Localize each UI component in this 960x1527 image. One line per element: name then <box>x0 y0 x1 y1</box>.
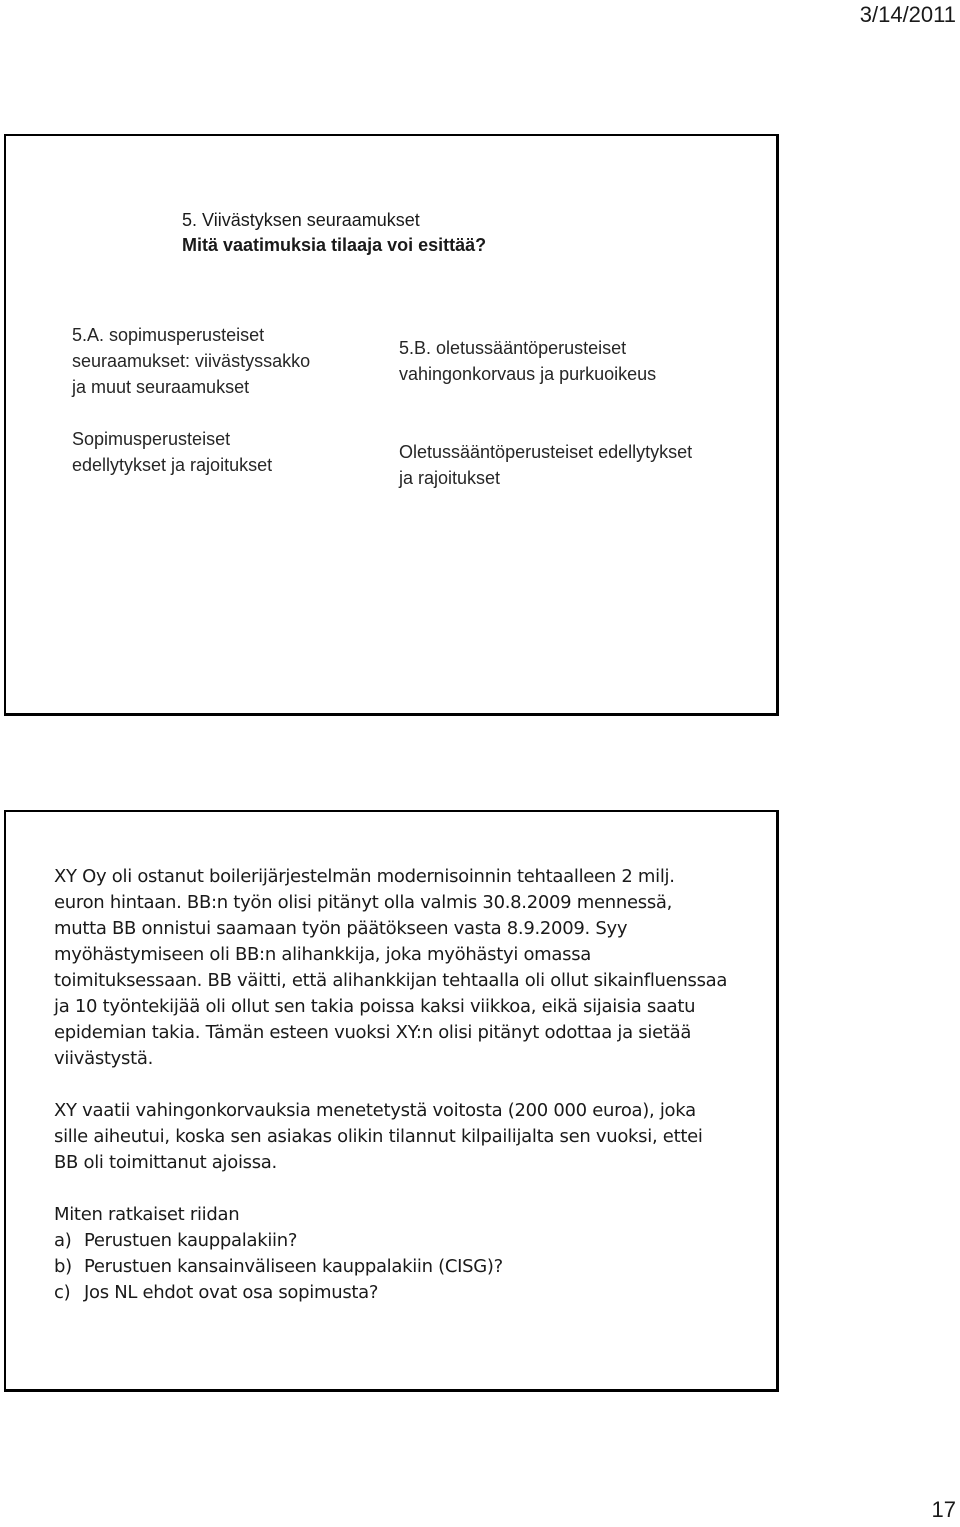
slide-subtitle: Mitä vaatimuksia tilaaja voi esittää? <box>182 235 487 255</box>
list-item-text: Perustuen kauppalakiin? <box>84 1230 298 1251</box>
right-heading: 5.B. oletussääntöperusteiset vahingonkorvaus ja purkuoikeus <box>399 338 657 384</box>
left-column <box>72 322 352 478</box>
list-item <box>54 1254 744 1280</box>
print-date: 3/14/2011 <box>859 2 956 27</box>
list-item <box>54 1228 744 1254</box>
case-paragraph-claim: XY vaatii vahingonkorvauksia menetetystä voitosta (200 000 euroa), joka sille aiheutui, koska sen asiakas olikin tilannut kilpailijalta sen vuoksi, ettei BB oli toimittanut ajoissa. <box>54 1100 703 1173</box>
right-subtext: Oletussääntöperusteiset edellytykset ja rajoitukset <box>399 442 693 488</box>
list-marker: a) <box>54 1230 72 1251</box>
left-subtext: Sopimusperusteiset edellytykset ja rajoitukset <box>72 429 273 475</box>
case-text <box>54 864 744 1306</box>
slide-1 <box>4 134 779 716</box>
list-item-text: Perustuen kansainväliseen kauppalakiin (CISG)? <box>84 1256 503 1277</box>
list-marker: c) <box>54 1282 71 1303</box>
list-marker: b) <box>54 1256 72 1277</box>
list-item-text: Jos NL ehdot ovat osa sopimusta? <box>84 1282 379 1303</box>
slide-title <box>182 208 486 258</box>
right-column <box>399 335 769 491</box>
slide-title-line1: 5. Viivästyksen seuraamukset <box>182 210 420 230</box>
question-intro: Miten ratkaiset riidan <box>54 1204 240 1225</box>
page-number: 17 <box>931 1497 956 1522</box>
case-paragraph-facts: XY Oy oli ostanut boilerijärjestelmän modernisoinnin tehtaalleen 2 milj. euron hintaan. BB:n työn olisi pitänyt olla valmis 30.8.2009 mennessä, mutta BB onnistui saamaan työn päätökseen vasta 8.9.2009. Syy myöhästymiseen oli BB:n alihankkija, joka myöhästyi omassa toimituksessaan. BB väitti, että alihankkijan tehtaalla oli ollut sikainfluenssaa ja 10 työntekijää oli ollut sen takia poissa kaksi viikkoa, eikä sijaisia saatu epidemian takia. Tämän esteen vuoksi XY:n olisi pitänyt odottaa ja sietää viivästystä. <box>54 866 728 1069</box>
slide-2 <box>4 810 779 1392</box>
left-heading: 5.A. sopimusperusteiset seuraamukset: viivästyssakko ja muut seuraamukset <box>72 325 311 397</box>
question-list <box>54 1228 744 1306</box>
list-item <box>54 1280 744 1306</box>
